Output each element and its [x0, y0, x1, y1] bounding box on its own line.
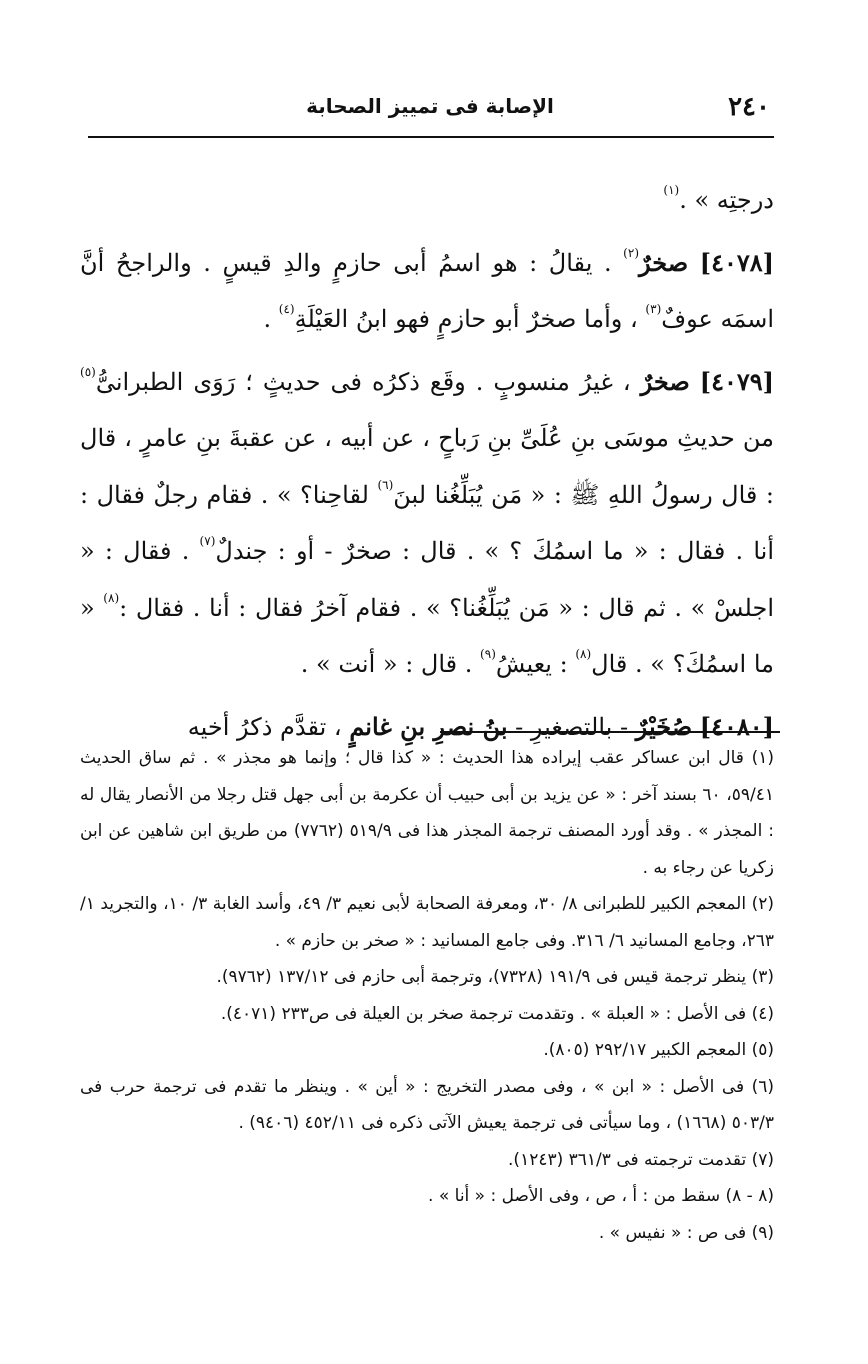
footnote: (٩) فى ص : « نفيس » . [598, 1222, 774, 1243]
footnote: (٦) فى الأصل : « ابن » ، وفى مصدر التخريج : « أين » . وينظر ما تقدم فى ترجمة حرب فى ٥٠٣/٣ (١٦٦٨) ، وما سيأتى فى ترجمة يعيش الآتى ذكره فى ٤٥٢/١١ (٩٤٠٦) . [80, 1076, 774, 1133]
footnote-ref: (٦) [377, 477, 394, 492]
entry-number: [٤٠٨٠] [699, 711, 774, 741]
footnote: (٧) تقدمت ترجمته فى ٣٦١/٣ (١٢٤٣). [508, 1149, 774, 1170]
footnote-ref: (٣) [645, 302, 662, 316]
entry-number: [٤٠٧٩] [699, 366, 774, 396]
footnote-ref: (١) [663, 183, 680, 197]
footnote: (١) قال ابن عساكر عقب إيراده هذا الحديث : « كذا قال ؛ وإنما هو مجذر » . ثم ساق الحديث ٥٩/٤١، ٦٠ بسند آخر : « عن يزيد بن أبى حبيب أن عكرمة بن أبى جهل قتل رجلا من الأنصار يقال له : المجذر » . وقد أورد المصنف ترجمة المجذر هذا فى ٥١٩/٩ (٧٧٦٢) من طريق ابن شاهين عن ابن زكريا عن رجاء به . [80, 748, 774, 878]
entry-4078: [٤٠٧٨] صخرٌ$^{(٢)}$ . يقالُ : هو اسمُ أبى حازمٍ والدِ قيسٍ . والراجحُ أنَّ اسمَه عوفٌ$^{(٣)}$ ، وأما صخرٌ أبو حازمٍ فهو ابنُ العَيْلَةِ$^{(٤)}$ . [80, 245, 774, 333]
entry-name: صُخَيْرٌ [635, 711, 693, 741]
entry-number: [٤٠٧٨] [699, 247, 774, 277]
footnote-rule [440, 731, 780, 733]
footnote-ref: (٨) [575, 647, 592, 661]
main-text [80, 172, 774, 755]
footnote: (٨ - ٨) سقط من : أ ، ص ، وفى الأصل : « أنا » . [428, 1186, 774, 1206]
footnotes [80, 740, 774, 1251]
entry-4080: [٤٠٨٠] صُخَيْرٌ - بالتصغيرِ - بنُ نصرِ بنِ غانمٍ ، تقدَّم ذكرُ أخيه [187, 711, 774, 741]
entry-name: صخرٌ [639, 247, 689, 277]
page-header [90, 92, 770, 128]
entry-4079: [٤٠٧٩] صخرٌ ، غيرُ منسوبٍ . وقَع ذكرُه فى حديثٍ ؛ رَوَى الطبرانىُّ$^{(٥)}$ من حديثِ موسَى بنِ عُلَىِّ بنِ رَباحٍ ، عن أبيه ، عن عقبةَ بنِ عامرٍ ، قال : قال رسولُ اللهِ ﷺ : « مَن يُبَلِّغُنا لبنَ$^{(٦)}$ لقاحِنا؟ » . فقام رجلٌ فقال : أنا . فقال : « ما اسمُكَ ؟ » . قال : صخرٌ - أو : جندلٌ$^{(٧)}$ . فقال : « اجلسْ » . ثم قال : « مَن يُبَلِّغُنا؟ » . فقام آخرُ فقال : أنا . فقال :$^{(٨)}$ « ما اسمُكَ؟ » . قال$^{(٨)}$ : يعيشُ$^{(٩)}$ . قال : « أنت » . [80, 364, 774, 678]
footnote: (٢) المعجم الكبير للطبرانى ٨/ ٣٠، ومعرفة الصحابة لأبى نعيم ٣/ ٤٩، وأسد الغابة ٣/ ١٠، والتجريد ١/ ٢٦٣، وجامع المسانيد ٦/ ٣١٦. وفى جامع المسانيد : « صخر بن حازم » . [80, 894, 774, 951]
footnote: (٥) المعجم الكبير ٢٩٢/١٧ (٨٠٥). [543, 1040, 774, 1060]
entry-name: صخرٌ [640, 366, 690, 396]
footnote-ref: (٩) [480, 647, 496, 661]
footnote: (٤) فى الأصل : « العبلة » . وتقدمت ترجمة صخر بن العيلة فى ص٢٣٣ (٤٠٧١). [220, 1003, 774, 1024]
footnote-ref: (٤) [278, 302, 295, 316]
page-number: ٢٤٠ [728, 92, 770, 122]
footnote-ref: (٧) [199, 534, 216, 548]
footnote-ref: (٢) [623, 245, 639, 260]
continuation-line: درجتِه » .$^{(١)}$ [663, 183, 774, 214]
header-rule [88, 136, 774, 138]
footnote-ref: (٥) [80, 364, 96, 379]
footnote: (٣) ينظر ترجمة قيس فى ١٩١/٩ (٧٣٢٨)، وترجمة أبى حازم فى ١٣٧/١٢ (٩٧٦٢). [216, 967, 774, 987]
running-title: الإصابة فى تمييز الصحابة [306, 94, 554, 118]
footnote-ref: (٨) [103, 590, 120, 605]
entry-name-lineage: بنُ نصرِ بنِ غانمٍ [349, 711, 508, 741]
